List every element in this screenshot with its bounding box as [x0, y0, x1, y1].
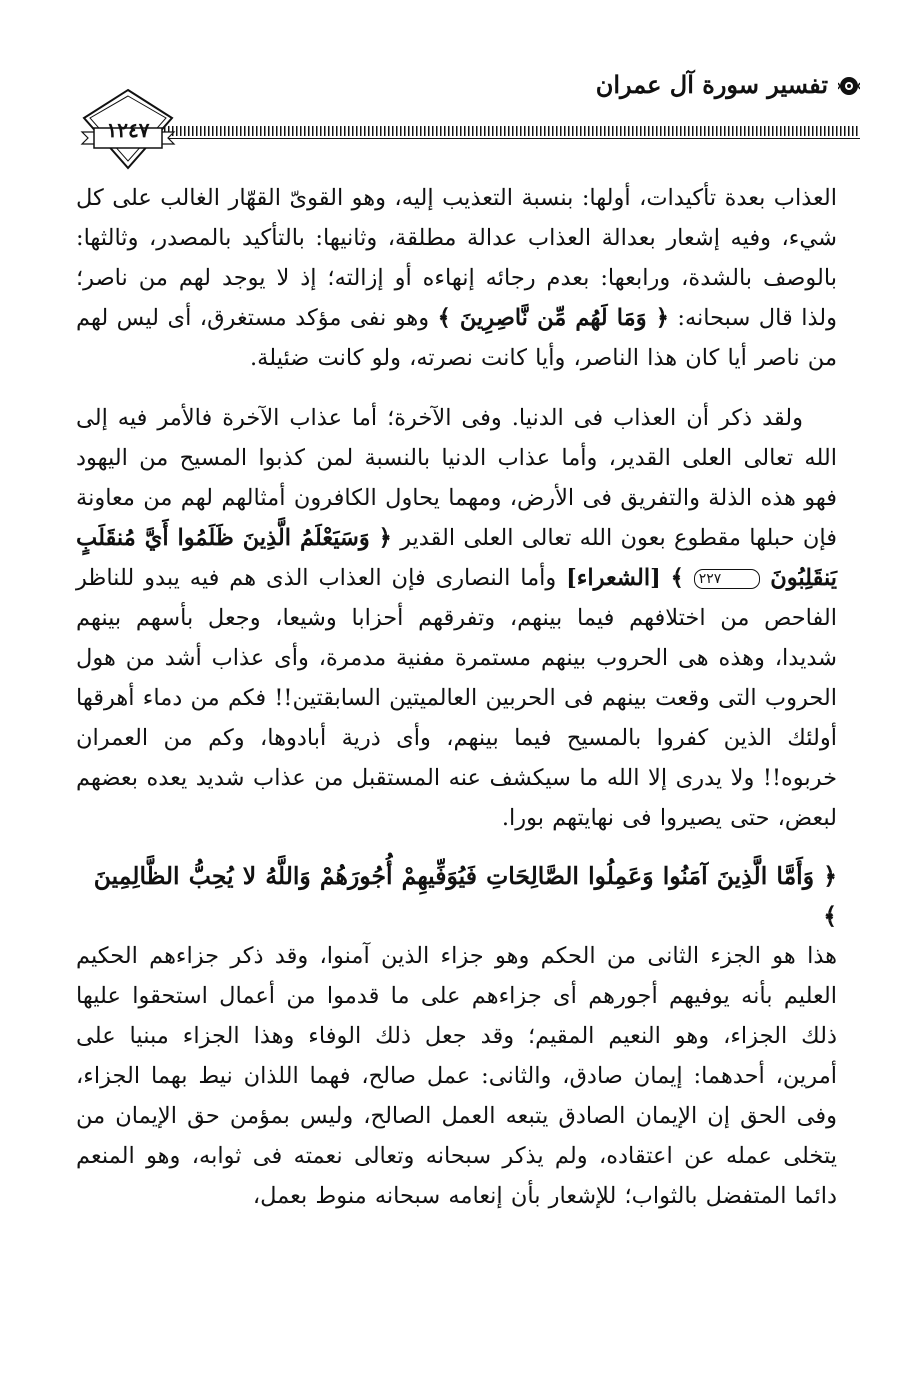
page-number: ١٢٤٧	[106, 118, 150, 142]
body-text	[76, 178, 837, 1216]
paragraph-text: هذا هو الجزء الثانى من الحكم وهو جزاء الذين آمنوا، وقد ذكر جزاءهم الحكيم العليم بأنه يوفيهم أجورهم أى جزاءهم على ما قدموا من أعمال استحقوا عليها ذلك الجزاء، وهو النعيم المقيم؛ وقد جعل ذلك الوفاء وهذا الجزاء مبنيا على أمرين، أحدهما: إيمان صادق، والثانى: عمل صالح، فهما اللذان نيط بهما الجزاء، وفى الحق إن الإيمان الصادق يتبعه العمل الصالح، وليس بمؤمن حق الإيمان من يتخلى عمله عن اعتقاده، ولم يذكر سبحانه وتعالى نعمته فى ثوابه، وهو المنعم دائما المتفضل بالثواب؛ للإشعار بأن إنعامه سبحانه منوط بعمل،	[76, 943, 837, 1209]
header-rule	[160, 126, 860, 136]
quran-verse: ﴿ وَمَا لَهُم مِّن نَّاصِرِينَ ﴾	[437, 305, 669, 331]
quran-verse-close: ﴾	[670, 565, 684, 591]
quran-verse: ﴿ وَسَيَعْلَمُ الَّذِينَ ظَلَمُوا أَيَّ مُنقَلَبٍ يَنقَلِبُونَ	[76, 525, 838, 591]
page-number-badge	[80, 88, 176, 170]
paragraph-text: وهو نفى مؤكد مستغرق، أى ليس لهم من ناصر أيا كان هذا الناصر، وأيا كانت نصرته، ولو كانت ضئيلة.	[76, 305, 837, 371]
flower-ornament-icon	[838, 74, 860, 96]
running-title-text: تفسير سورة آل عمران	[595, 70, 828, 99]
verse-heading: ﴿ وَأَمَّا الَّذِينَ آمَنُوا وَعَمِلُوا الصَّالِحَاتِ فَيُوَفِّيهِمْ أُجُورَهُمْ وَاللَّهُ لا يُحِبُّ الظَّالِمِينَ ﴾	[93, 862, 837, 930]
paragraph	[76, 178, 837, 378]
paragraph	[76, 936, 837, 1216]
page-header	[80, 60, 860, 170]
ayah-number: ٢٢٧	[694, 569, 761, 589]
paragraph-text: ولقد ذكر أن العذاب فى الدنيا. وفى الآخرة؛ أما عذاب الآخرة فالأمر فيه إلى الله تعالى العلى القدير، وأما عذاب الدنيا بالنسبة لمن كذبوا المسيح من اليهود فهو هذه الذلة والتفريق فى الأرض، ومهما يحاول الكافرون أمثالهم لهم من معاونة فإن حبلها مقطوع بعون الله تعالى العلى القدير	[76, 405, 837, 551]
running-title	[596, 70, 860, 99]
paragraph	[76, 398, 837, 838]
paragraph-text: وأما النصارى فإن العذاب الذى هم فيه يبدو للناظر الفاحص من اختلافهم فيما بينهم، وتفرقهم أحزابا وشيعا، وجعل بأسهم بينهم شديدا، وهذه هى الحروب بينهم مستمرة مفنية مدمرة، وأى عذاب أشد من هول الحروب التى وقعت بينهم فى الحربين العالميتين السابقتين!! فكم من دماء أهرقها أولئك الذين كفروا بالمسيح فيما بينهم، وأى ذرية أبادوها، وكم من العمران خربوه!! ولا يدرى إلا الله ما سيكشف عنه المستقبل من عذاب شديد يعده بعضهم لبعض، حتى يصيروا فى نهايتهم بورا.	[76, 565, 837, 831]
surah-reference: [الشعراء]	[566, 565, 661, 591]
paragraph-text: العذاب بعدة تأكيدات، أولها: بنسبة التعذيب إليه، وهو القوىّ القهّار الغالب على كل شيء، وفيه إشعار بعدالة العذاب عدالة مطلقة، وثانيها: بالتأكيد بالمصدر، وثالثها: بالوصف بالشدة، ورابعها: بعدم رجائه إنهاءه أو إزالته؛ إذ لا يوجد لهم من ناصر؛ ولذا قال سبحانه:	[76, 185, 838, 331]
